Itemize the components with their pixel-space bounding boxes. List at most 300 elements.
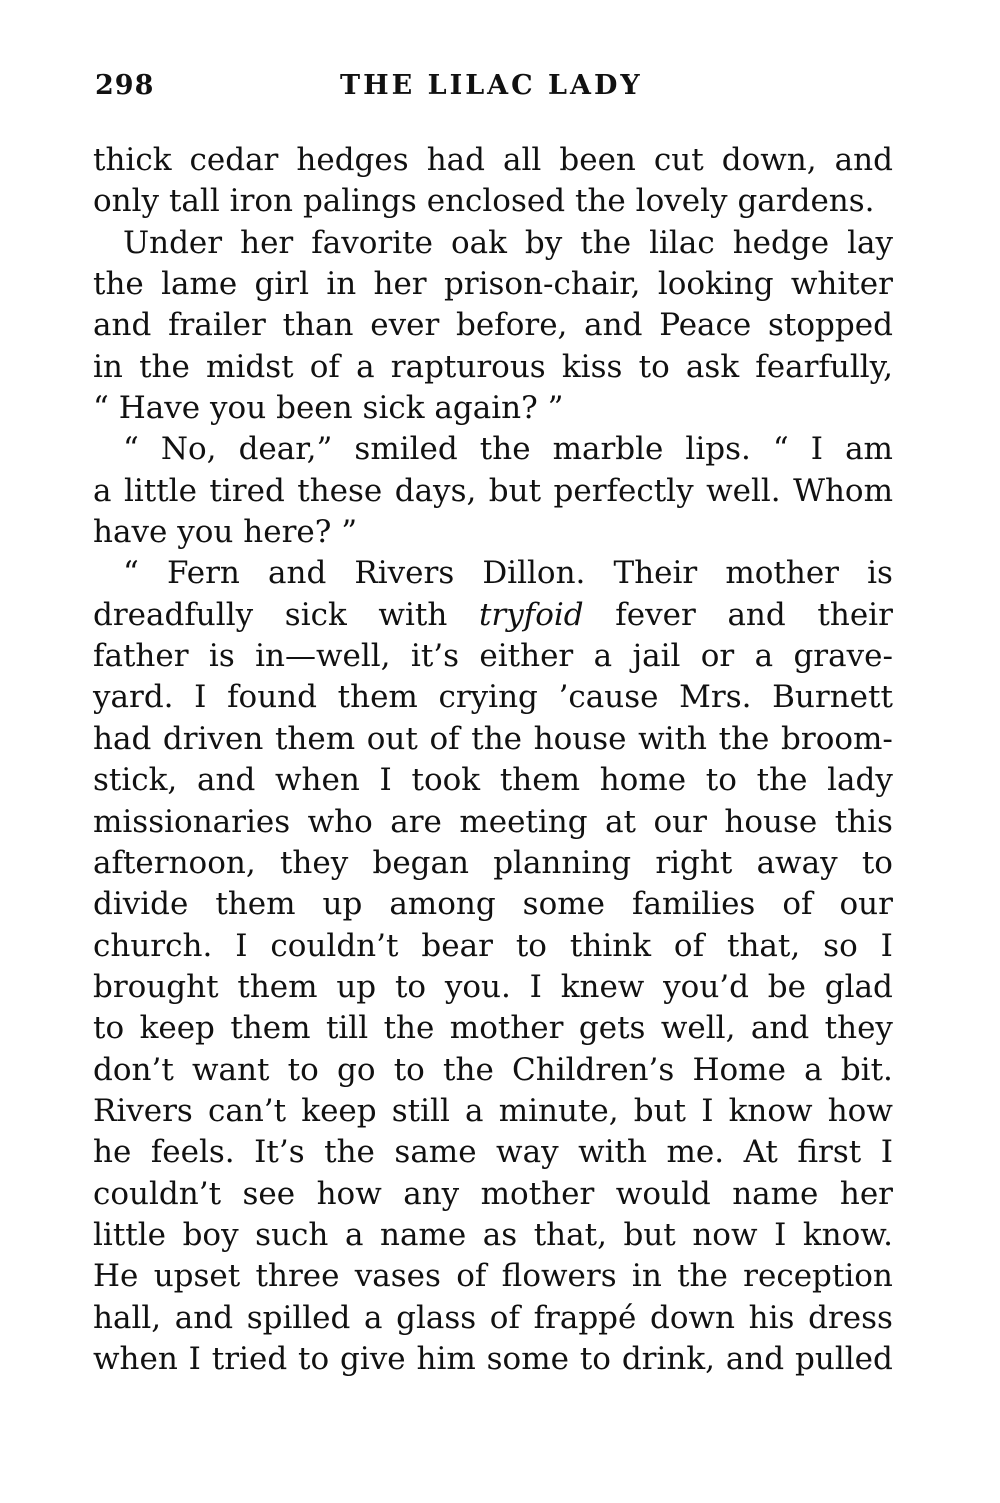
word: thick	[93, 142, 172, 178]
word: well.	[706, 472, 781, 509]
word: I	[880, 1134, 893, 1171]
word: when	[275, 762, 360, 799]
word: you.	[444, 968, 511, 1005]
word: and	[725, 1340, 785, 1377]
word: but	[633, 1092, 687, 1129]
word: oak	[450, 224, 507, 261]
page-number: 298	[95, 70, 155, 101]
word: keep	[301, 1092, 377, 1129]
word: his	[748, 1299, 795, 1336]
word: Have	[118, 390, 201, 427]
word: sick	[362, 390, 425, 427]
word: It’s	[254, 1134, 305, 1171]
word: well,	[660, 1010, 736, 1047]
word: have	[93, 514, 168, 551]
word: a	[364, 1299, 383, 1336]
word: afternoon,	[93, 844, 256, 881]
word: and	[174, 1299, 234, 1336]
word: to	[393, 1051, 425, 1088]
word: I	[774, 1216, 787, 1253]
word: all	[503, 142, 542, 178]
word: been	[559, 142, 636, 178]
word: her	[240, 224, 294, 261]
word: and	[197, 762, 256, 799]
word: cut	[653, 142, 704, 178]
word: of	[489, 1299, 520, 1336]
text-line	[93, 429, 893, 470]
word: a	[356, 348, 375, 385]
word: looking	[657, 266, 774, 303]
word: away	[756, 844, 838, 881]
word: days,	[394, 472, 477, 509]
word: down	[650, 1299, 736, 1336]
word: in	[631, 1258, 662, 1295]
word: I	[529, 968, 542, 1005]
word: but	[623, 1216, 676, 1253]
word: them	[237, 968, 318, 1005]
word: Burnett	[772, 679, 893, 716]
text-line	[93, 264, 893, 305]
word: had	[426, 142, 485, 178]
word: gets	[578, 1010, 646, 1047]
text-line	[93, 760, 893, 801]
word: right	[655, 844, 733, 881]
word: hedge	[732, 224, 830, 261]
word: the	[383, 1010, 435, 1047]
word: the	[574, 183, 626, 220]
word: still	[391, 1092, 450, 1129]
word: till	[325, 1010, 369, 1047]
word: and	[750, 1010, 810, 1047]
word: Under	[123, 224, 223, 261]
text-line	[93, 140, 893, 181]
word: pulled	[795, 1340, 893, 1377]
word: bit.	[840, 1051, 893, 1088]
word: a	[593, 638, 613, 675]
word: bear	[421, 927, 493, 964]
word: the	[580, 224, 632, 261]
word: knew	[560, 968, 645, 1005]
word: glad	[824, 968, 893, 1005]
word: and	[727, 596, 786, 633]
word: brought	[93, 968, 219, 1005]
word: or	[700, 638, 735, 675]
word: girl	[254, 266, 310, 303]
word: so	[823, 927, 858, 964]
word: frappé	[533, 1299, 637, 1336]
word: At	[743, 1134, 778, 1171]
word: the	[718, 720, 770, 757]
word: with	[378, 596, 448, 633]
word: ”	[341, 514, 358, 551]
word: want	[192, 1051, 270, 1088]
word: name	[379, 1216, 467, 1253]
word: are	[390, 803, 442, 840]
word: to	[298, 1340, 330, 1377]
word: smiled	[354, 431, 458, 468]
word: I	[880, 927, 893, 964]
word: to	[394, 968, 427, 1005]
text-line	[93, 388, 893, 429]
word: kiss	[561, 348, 623, 385]
word: ever	[370, 307, 440, 344]
text-line	[93, 677, 893, 718]
word: it’s	[410, 638, 460, 675]
word: I	[810, 431, 824, 468]
word: frailer	[168, 307, 266, 344]
word: way	[496, 1134, 559, 1171]
word: three	[255, 1258, 340, 1295]
word: ask	[685, 348, 740, 385]
word: any	[403, 1175, 460, 1212]
word: little	[93, 1216, 167, 1253]
word: home	[599, 762, 687, 799]
word: and	[834, 142, 893, 178]
word: found	[227, 679, 317, 716]
word: jail	[632, 638, 681, 675]
word: our	[839, 886, 893, 923]
word: before,	[456, 307, 568, 344]
word: am	[845, 431, 893, 468]
word: see	[242, 1175, 296, 1212]
word: the	[443, 1051, 494, 1088]
word: hedges	[296, 142, 409, 178]
word: couldn’t	[270, 927, 399, 964]
word: gardens.	[737, 183, 875, 220]
word: “	[123, 555, 139, 592]
word: with	[638, 720, 707, 757]
word: whiter	[790, 266, 893, 303]
word: among	[389, 886, 496, 923]
word: to	[515, 927, 547, 964]
word: I	[194, 679, 207, 716]
word: how	[827, 1092, 893, 1129]
word: of	[429, 720, 460, 757]
word: a	[804, 1051, 823, 1088]
word: iron	[229, 183, 294, 220]
word: father	[93, 638, 189, 675]
word: took	[411, 762, 481, 799]
text-line	[93, 884, 893, 925]
word: name	[732, 1175, 819, 1212]
word: perfectly	[553, 472, 694, 509]
word: them	[499, 762, 580, 799]
word: in	[326, 266, 357, 303]
word: and	[93, 307, 152, 344]
word: sick	[284, 596, 347, 633]
word: Their	[613, 555, 698, 592]
word: to	[861, 844, 893, 881]
word: up	[336, 968, 377, 1005]
word: their	[817, 596, 893, 633]
word: know	[728, 1092, 813, 1129]
word: of	[456, 1258, 487, 1295]
word: little	[123, 472, 197, 509]
word: the	[471, 720, 523, 757]
word: that,	[727, 927, 801, 964]
word: a	[93, 472, 112, 509]
word: lips.	[685, 431, 751, 468]
word: yard.	[93, 679, 174, 716]
word: flowers	[501, 1258, 617, 1295]
word: them	[337, 679, 418, 716]
word: the	[677, 1258, 728, 1295]
word: some	[522, 886, 605, 923]
word: you’d	[663, 968, 749, 1005]
word: dress	[808, 1299, 893, 1336]
text-line	[93, 553, 893, 594]
word: with	[578, 1134, 647, 1171]
text-line	[93, 926, 893, 967]
word: them	[274, 720, 356, 757]
text-line	[93, 1174, 893, 1215]
word: midst	[206, 348, 294, 385]
text-line	[93, 1008, 893, 1049]
text-line	[93, 1132, 893, 1173]
word: minute,	[498, 1092, 619, 1129]
word: be	[767, 968, 806, 1005]
word: them	[215, 886, 296, 923]
word: been	[276, 390, 353, 427]
text-line	[93, 636, 893, 677]
word: reception	[743, 1258, 893, 1295]
word: first	[797, 1134, 862, 1171]
word: out	[366, 720, 418, 757]
word: mother	[480, 1175, 595, 1212]
word: would	[615, 1175, 711, 1212]
word: fearfully,	[755, 348, 893, 385]
word: our	[653, 803, 707, 840]
word: him	[416, 1340, 476, 1377]
word: her	[839, 1175, 893, 1212]
word: “	[93, 390, 109, 427]
word: up	[322, 886, 363, 923]
word: grave-	[793, 638, 893, 675]
word: Whom	[793, 472, 893, 509]
text-line	[93, 1298, 893, 1339]
word: cedar	[189, 142, 279, 178]
word: a	[754, 638, 774, 675]
word: to	[638, 348, 670, 385]
word: in	[93, 348, 123, 385]
word: church.	[93, 927, 213, 964]
word: by	[524, 224, 563, 261]
word: vases	[354, 1258, 441, 1295]
word: began	[372, 844, 469, 881]
word: her	[373, 266, 427, 303]
word: know.	[802, 1216, 893, 1253]
word: “	[123, 431, 139, 468]
word: divide	[93, 886, 189, 923]
word: planning	[493, 844, 632, 881]
word: the	[139, 348, 190, 385]
word: rapturous	[390, 348, 546, 385]
word: Rivers	[354, 555, 455, 592]
word: the	[479, 431, 531, 468]
word: dear,”	[238, 431, 333, 468]
word: keep	[139, 1010, 215, 1047]
word: I	[188, 1340, 201, 1377]
word: he	[93, 1134, 132, 1171]
word: as	[482, 1216, 518, 1253]
body-text	[93, 140, 893, 1380]
word: of	[673, 927, 705, 964]
word: this	[834, 803, 893, 840]
word: to	[93, 1010, 125, 1047]
word: they	[824, 1010, 893, 1047]
word: same	[394, 1134, 477, 1171]
word: crying	[438, 679, 538, 716]
word: ’cause	[558, 679, 659, 716]
word: than	[282, 307, 354, 344]
word: prison-chair,	[443, 266, 641, 303]
word: house	[533, 720, 627, 757]
word: and	[268, 555, 327, 592]
word: a	[344, 1216, 364, 1253]
word: lay	[847, 224, 893, 261]
text-line	[93, 802, 893, 843]
word: lovely	[635, 183, 728, 220]
word: and	[584, 307, 643, 344]
page-header	[95, 70, 895, 110]
word: missionaries	[93, 803, 291, 840]
text-line	[93, 512, 893, 553]
word: you	[177, 514, 234, 551]
word: spilled	[246, 1299, 351, 1336]
word: No,	[160, 431, 217, 468]
word: driven	[162, 720, 264, 757]
word: that,	[533, 1216, 607, 1253]
word: don’t	[93, 1051, 174, 1088]
word: here?	[243, 514, 332, 551]
word: Mrs.	[679, 679, 752, 716]
word: lilac	[649, 224, 715, 261]
word: who	[307, 803, 373, 840]
word: Dillon.	[482, 555, 586, 592]
text-line	[93, 719, 893, 760]
word: these	[297, 472, 383, 509]
word: favorite	[311, 224, 433, 261]
word: the	[324, 1134, 375, 1171]
word: is	[208, 638, 235, 675]
word: Children’s	[512, 1051, 675, 1088]
word: think	[569, 927, 651, 964]
word: Home	[692, 1051, 786, 1088]
word: how	[316, 1175, 382, 1212]
word: the	[756, 762, 808, 799]
word: I	[379, 762, 392, 799]
word: palings	[302, 183, 417, 220]
word: upset	[153, 1258, 241, 1295]
word: when	[93, 1340, 178, 1377]
word: dreadfully	[93, 596, 254, 633]
word: either	[479, 638, 574, 675]
word: ”	[547, 390, 564, 427]
text-line	[93, 1215, 893, 1256]
word: meeting	[459, 803, 588, 840]
text-line	[93, 1339, 893, 1380]
word: glass	[396, 1299, 477, 1336]
word: of	[782, 886, 813, 923]
word: some	[486, 1340, 569, 1377]
word: tall	[168, 183, 220, 220]
word: tryfoid	[478, 596, 584, 633]
word: I	[701, 1092, 714, 1129]
word: enclosed	[426, 183, 566, 220]
word: marble	[552, 431, 664, 468]
text-line	[93, 1050, 893, 1091]
word: go	[336, 1051, 376, 1088]
word: now	[692, 1216, 758, 1253]
text-line	[93, 305, 893, 346]
word: mother	[725, 555, 839, 592]
word: broom-	[781, 720, 893, 757]
word: of	[309, 348, 340, 385]
text-line	[93, 595, 893, 636]
word: in—well,	[255, 638, 391, 675]
word: couldn’t	[93, 1175, 222, 1212]
running-title: THE LILAC LADY	[340, 70, 643, 101]
word: such	[255, 1216, 329, 1253]
word: me.	[666, 1134, 725, 1171]
text-line	[93, 1091, 893, 1132]
word: He	[93, 1258, 139, 1295]
word: to	[705, 762, 737, 799]
word: is	[867, 555, 893, 592]
word: lame	[161, 266, 238, 303]
word: stopped	[768, 307, 893, 344]
word: to	[579, 1340, 611, 1377]
word: you	[210, 390, 267, 427]
word: I	[235, 927, 248, 964]
text-line	[93, 1256, 893, 1297]
word: mother	[449, 1010, 564, 1047]
word: drink,	[621, 1340, 715, 1377]
word: feels.	[150, 1134, 235, 1171]
word: stick,	[93, 762, 178, 799]
word: families	[631, 886, 756, 923]
word: lady	[827, 762, 893, 799]
word: but	[488, 472, 542, 509]
word: to	[287, 1051, 319, 1088]
word: tired	[209, 472, 285, 509]
word: a	[465, 1092, 484, 1129]
word: hall,	[93, 1299, 162, 1336]
word: had	[93, 720, 152, 757]
text-line	[93, 843, 893, 884]
word: boy	[182, 1216, 239, 1253]
word: the	[93, 266, 144, 303]
text-line	[93, 181, 893, 222]
word: they	[279, 844, 349, 881]
text-line	[93, 223, 893, 264]
word: only	[93, 183, 160, 220]
word: Rivers	[93, 1092, 193, 1129]
word: Peace	[659, 307, 752, 344]
word: them	[230, 1010, 311, 1047]
word: can’t	[208, 1092, 287, 1129]
word: again?	[434, 390, 538, 427]
word: give	[340, 1340, 406, 1377]
word: fever	[615, 596, 696, 633]
word: “	[772, 431, 789, 468]
word: Fern	[166, 555, 240, 592]
text-line	[93, 471, 893, 512]
word: down,	[721, 142, 817, 178]
text-line	[93, 347, 893, 388]
text-line	[93, 967, 893, 1008]
word: tried	[211, 1340, 288, 1377]
